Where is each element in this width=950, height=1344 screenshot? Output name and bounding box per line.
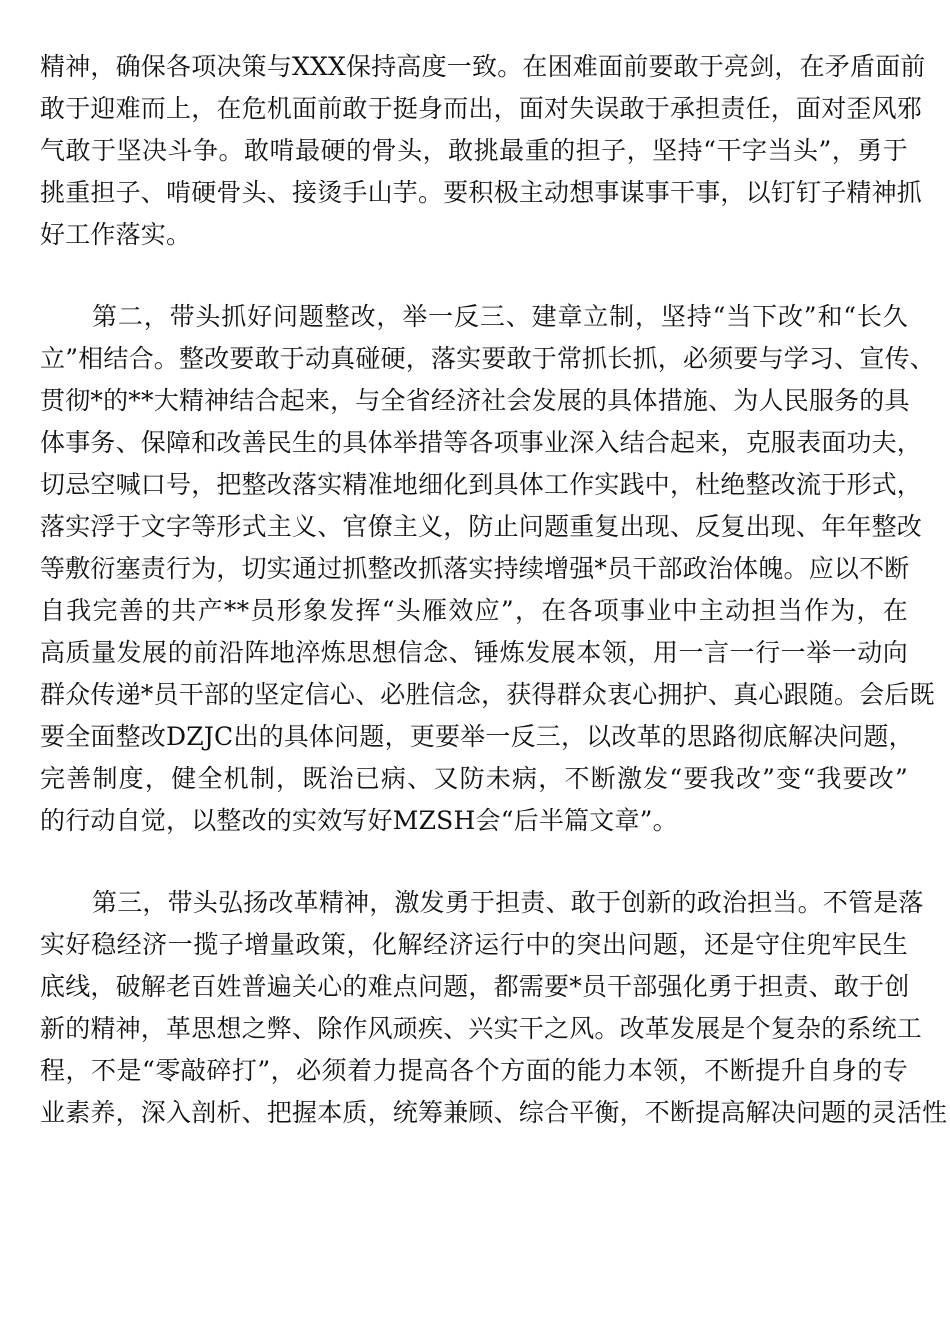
paragraph-1 bbox=[40, 46, 926, 256]
text-line: 立”相结合。整改要敢于动真碰硬，落实要敢于常抓长抓，必须要与学习、宣传、 bbox=[40, 344, 935, 373]
text-line: 的行动自觉，以整改的实效写好MZSH会“后半篇文章”。 bbox=[40, 806, 678, 835]
text-line: 挑重担子、啃硬骨头、接烫手山芋。要积极主动想事谋事干事，以钉钉子精神抓 bbox=[40, 178, 923, 207]
text-line: 落实浮于文字等形式主义、官僚主义，防止问题重复出现、反复出现、年年整改 bbox=[40, 512, 923, 541]
text-line: 气敢于坚决斗争。敢啃最硬的骨头，敢挑最重的担子，坚持“干字当头”，勇于 bbox=[40, 136, 908, 165]
text-line: 自我完善的共产**员形象发挥“头雁效应”，在各项事业中主动担当作为，在 bbox=[40, 596, 908, 625]
text-line: 等敷衍塞责行为，切实通过抓整改抓落实持续增强*员干部政治体魄。应以不断 bbox=[40, 554, 910, 583]
paragraph-3 bbox=[40, 882, 948, 1134]
paragraph-gap bbox=[40, 842, 908, 882]
text-line: 完善制度，健全机制，既治已病、又防未病，不断激发“要我改”变“我要改” bbox=[40, 764, 908, 793]
text-line: 好工作落实。 bbox=[40, 220, 192, 249]
text-line: 要全面整改DZJC出的具体问题，更要举一反三，以改革的思路彻底解决问题， bbox=[40, 722, 914, 751]
paragraph-2 bbox=[40, 296, 935, 842]
text-line: 第二，带头抓好问题整改，举一反三、建章立制，坚持“当下改”和“长久 bbox=[92, 302, 908, 331]
text-line: 第三，带头弘扬改革精神，激发勇于担责、敢于创新的政治担当。不管是落 bbox=[92, 888, 924, 917]
text-line: 程，不是“零敲碎打”，必须着力提高各个方面的能力本领，不断提升自身的专 bbox=[40, 1056, 908, 1085]
paragraph-gap bbox=[40, 256, 908, 296]
text-line: 业素养，深入剖析、把握本质，统筹兼顾、综合平衡，不断提高解决问题的灵活性 bbox=[40, 1098, 948, 1127]
document-page bbox=[40, 46, 948, 1134]
text-line: 底线，破解老百姓普遍关心的难点问题，都需要*员干部强化勇于担责、敢于创 bbox=[40, 972, 910, 1001]
text-line: 实好稳经济一揽子增量政策，化解经济运行中的突出问题，还是守住兜牢民生 bbox=[40, 930, 908, 959]
text-line: 贯彻*的**大精神结合起来，与全省经济社会发展的具体措施、为人民服务的具 bbox=[40, 386, 910, 415]
text-line: 新的精神，革思想之弊、除作风顽疾、兴实干之风。改革发展是个复杂的系统工 bbox=[40, 1014, 923, 1043]
text-line: 高质量发展的前沿阵地淬炼思想信念、锤炼发展本领，用一言一行一举一动向 bbox=[40, 638, 908, 667]
text-line: 精神，确保各项决策与XXX保持高度一致。在困难面前要敢于亮剑，在矛盾面前 bbox=[40, 52, 926, 81]
text-line: 切忌空喊口号，把整改落实精准地细化到具体工作实践中，杜绝整改流于形式， bbox=[40, 470, 923, 499]
text-line: 敢于迎难而上，在危机面前敢于挺身而出，面对失误敢于承担责任，面对歪风邪 bbox=[40, 94, 923, 123]
text-line: 体事务、保障和改善民生的具体举措等各项事业深入结合起来，克服表面功夫， bbox=[40, 428, 923, 457]
text-line: 群众传递*员干部的坚定信心、必胜信念，获得群众衷心拥护、真心跟随。会后既 bbox=[40, 680, 935, 709]
